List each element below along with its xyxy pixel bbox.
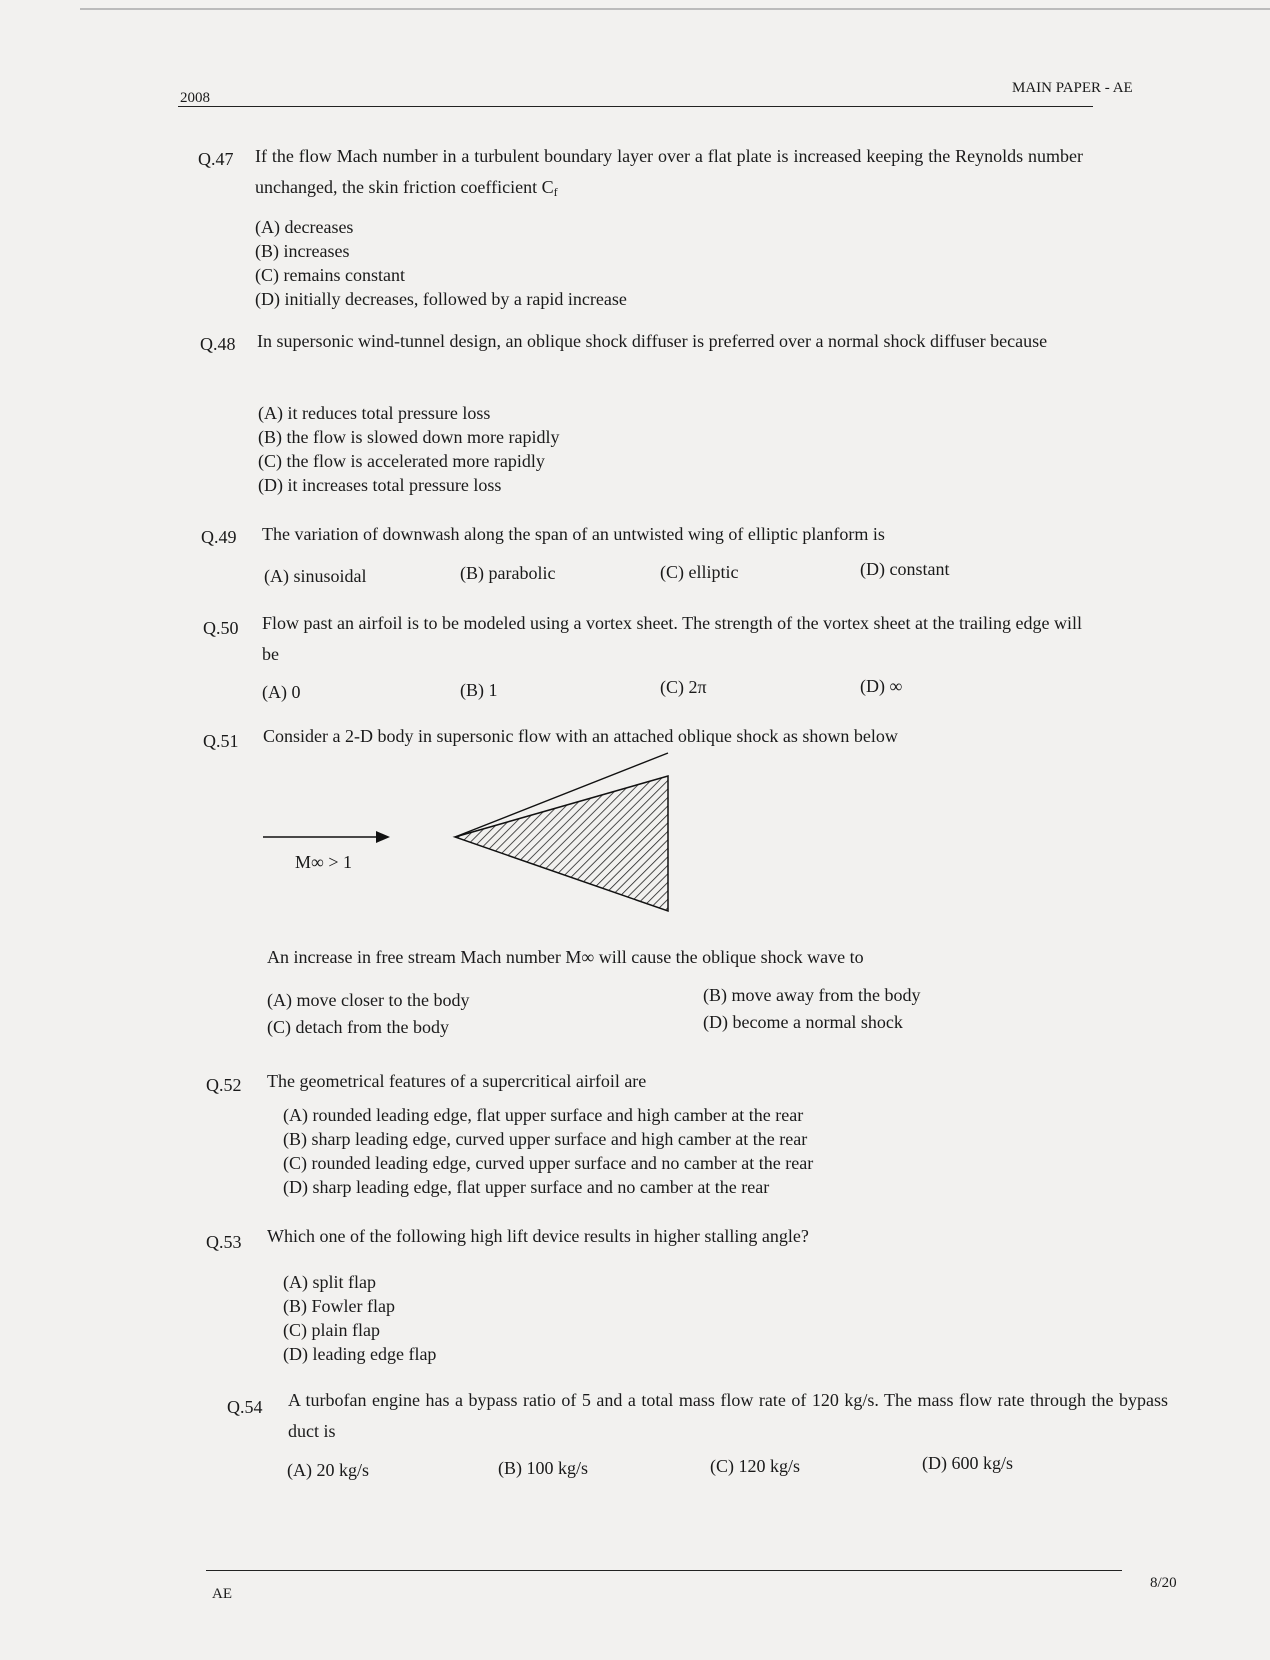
option: (B) parabolic [460,563,556,583]
question-text: The variation of downwash along the span of an untwisted wing of elliptic planform is [262,524,885,544]
top-edge-rule [80,8,1270,10]
option: (B) sharp leading edge, curved upper surface and high camber at the rear [283,1129,808,1149]
option: (B) the flow is slowed down more rapidly [258,427,560,447]
mach-label: M∞ > 1 [295,852,352,872]
question-text: Consider a 2-D body in supersonic flow with an attached oblique shock as shown below [263,726,898,746]
option: (C) remains constant [255,265,405,285]
question-number: Q.54 [227,1397,263,1417]
option: (C) rounded leading edge, curved upper surface and no camber at the rear [283,1153,814,1173]
header-paper-title: MAIN PAPER - AE [1012,80,1133,96]
question-number: Q.50 [203,618,239,638]
option: (A) move closer to the body [267,990,470,1010]
option: (C) 120 kg/s [710,1456,800,1476]
question-text: A turbofan engine has a bypass ratio of 5 and a total mass flow rate of 120 kg/s. The mass flow rate through the bypass duct is [288,1390,1168,1441]
option: (D) initially decreases, followed by a rapid increase [255,289,627,309]
option: (D) it increases total pressure loss [258,475,502,495]
free-stream-arrow [263,831,390,843]
question-number: Q.48 [200,334,236,354]
option: (A) rounded leading edge, flat upper surface and high camber at the rear [283,1105,804,1125]
option: (B) 1 [460,680,498,700]
question-number: Q.49 [201,527,237,547]
option: (A) split flap [283,1272,376,1292]
option: (A) 0 [262,682,301,702]
option: (C) detach from the body [267,1017,449,1037]
wedge-body [455,776,668,911]
question-subscript: f [553,185,558,199]
option: (A) decreases [255,217,354,237]
option: (D) become a normal shock [703,1012,903,1032]
question-text: Flow past an airfoil is to be modeled using a vortex sheet. The strength of the vortex sheet at the trailing edge will be [262,613,1082,664]
option: (B) increases [255,241,350,261]
header-rule [178,106,1093,107]
option: (B) Fowler flap [283,1296,395,1316]
question-text: In supersonic wind-tunnel design, an oblique shock diffuser is preferred over a normal shock diffuser because [257,331,1048,351]
option: (A) sinusoidal [264,566,367,586]
question-number: Q.52 [206,1075,242,1095]
option: (B) move away from the body [703,985,921,1005]
option: (B) 100 kg/s [498,1458,588,1478]
question-number: Q.53 [206,1232,242,1252]
option: (D) sharp leading edge, flat upper surface and no camber at the rear [283,1177,770,1197]
option: (D) ∞ [860,676,903,696]
option: (C) elliptic [660,562,739,582]
oblique-shock-figure [250,748,720,928]
footer-code: AE [212,1586,232,1602]
question-text: Which one of the following high lift device results in higher stalling angle? [267,1226,809,1246]
option: (C) plain flap [283,1320,380,1340]
question-text: The geometrical features of a supercritical airfoil are [267,1071,647,1091]
option: (C) 2π [660,677,707,697]
question-text-body: If the flow Mach number in a turbulent boundary layer over a flat plate is increased keeping the Reynolds number unchanged, the skin friction coefficient C [255,146,1083,197]
footer-rule [206,1570,1122,1571]
option: (A) it reduces total pressure loss [258,403,491,423]
footer-page-number: 8/20 [1150,1575,1177,1591]
option: (D) constant [860,559,950,579]
question-number: Q.47 [198,149,234,169]
header-year: 2008 [180,90,210,106]
option: (C) the flow is accelerated more rapidly [258,451,545,471]
option: (D) leading edge flap [283,1344,437,1364]
question-followup-text: An increase in free stream Mach number M∞ will cause the oblique shock wave to [267,947,864,967]
option: (A) 20 kg/s [287,1460,369,1480]
question-number: Q.51 [203,731,239,751]
option: (D) 600 kg/s [922,1453,1013,1473]
question-text [255,141,1083,208]
